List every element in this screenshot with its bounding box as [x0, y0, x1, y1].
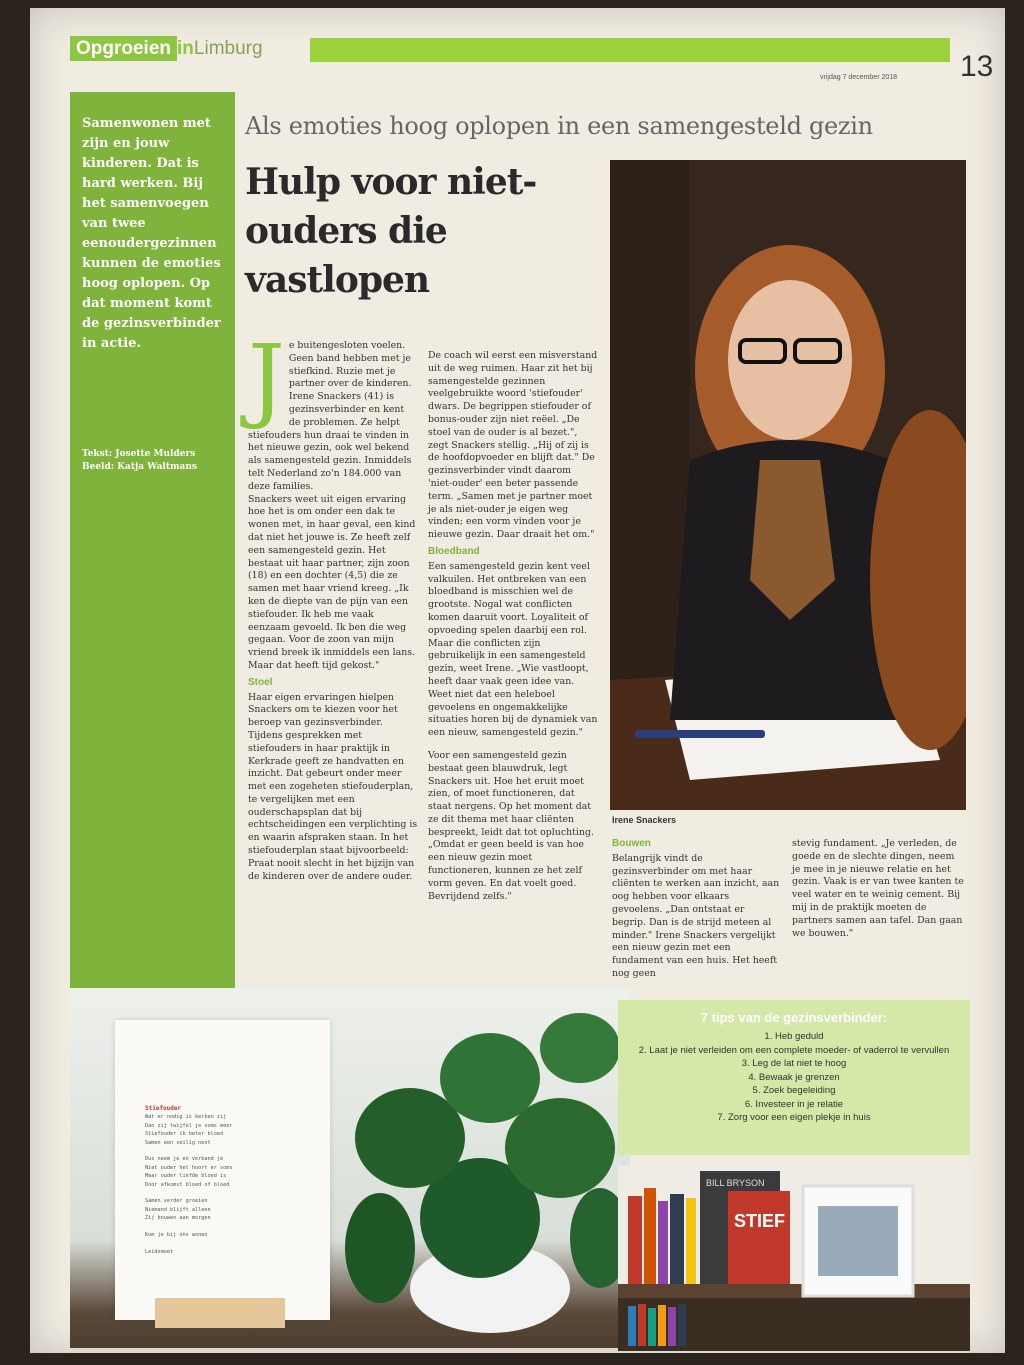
tip-item: 3. Leg de lat niet te hoog [741, 1058, 847, 1069]
poem-line: Maar ouder liefde bloed is [145, 1173, 227, 1180]
tip-item: 6. Investeer in je relatie [744, 1098, 844, 1110]
issue-date: vrijdag 7 december 2018 [820, 74, 898, 81]
tips-list [638, 1030, 950, 1125]
poem-line: Door afkomst bloed of bloed [145, 1181, 230, 1188]
poem-text [145, 1105, 315, 1256]
book-author: BILL BRYSON [706, 1178, 765, 1188]
poem-line: Samen verder groeien [145, 1198, 208, 1205]
tips-title: 7 tips van de gezinsverbinder: [700, 1010, 888, 1025]
subhead-bloedband: Bloedband [428, 545, 480, 557]
poem-plant-photo [70, 988, 630, 1348]
col2-paragraph-3: Voor een samengesteld gezin bestaat geen blauwdruk, legt Snackers uit. Hoe het eruit moet zien, of moet functioneren, dat staat nergens. Op het moment dat ze dit thema met haar cliënten bespreekt, leidt dat tot opluchting. „Omdat er geen beeld is van hoe een nieuw gezin moet functioneren, kunnen ze het zelf vorm geven. En dat voelt goed. Bevrijdend zelfs." [428, 749, 594, 902]
poem-line: Wat er nodig is kerken zij [145, 1114, 227, 1121]
poem-line: Niemand blijft alleen [145, 1206, 211, 1213]
col3-paragraph: Belangrijk vindt de gezinsverbinder om met haar cliënten te werken aan inzicht, aan oog hebben voor elkaars gevoelens. „Dan ontstaat er begrip. Dan is de strijd meteen al minder." Irene Snackers vergelijkt een nieuw gezin met een fundament van een huis. Het heeft nog geen [612, 852, 780, 979]
header-bar [310, 38, 950, 62]
poem-line [145, 1223, 315, 1231]
poem-line: Leidsmoet [145, 1248, 174, 1255]
credits [82, 448, 222, 474]
photo-caption: Irene Snackers [612, 815, 677, 825]
column-1 [248, 325, 418, 883]
tip-item: 7. Zorg voor een eigen plekje in huis [717, 1112, 871, 1123]
intro-sidebar [70, 92, 235, 1002]
page-number: 13 [960, 50, 994, 83]
column-3 [612, 834, 780, 981]
portrait-illustration [610, 160, 966, 810]
brand-part-3: Limburg [193, 38, 263, 59]
poem-title: Stiefouder [145, 1105, 182, 1112]
poem-line: Zij bouwen aan morgen [145, 1215, 211, 1222]
column-2 [428, 350, 598, 903]
newspaper-page [30, 8, 1005, 1353]
column-4 [792, 838, 964, 940]
card-stand [155, 1298, 285, 1328]
article-kicker: Als emoties hoog oplopen in een samengesteld gezin [245, 112, 873, 140]
section-brand [70, 34, 300, 64]
poem-line [145, 1147, 315, 1155]
portrait-photo [610, 160, 966, 810]
tip-item: 4. Bewaak je grenzen [748, 1071, 840, 1083]
subhead-stoel: Stoel [248, 676, 273, 688]
brand-part-2: in [177, 38, 194, 59]
poem-line: Samen een veilig nest [145, 1139, 211, 1146]
col1-paragraph-2: Snackers weet uit eigen ervaring hoe het is om onder een dak te wonen met, in haar geval, een kind dat niet het jouwe is. Ze heeft zelf een samengesteld gezin. Het bestaat uit haar partner, zijn zoon (18) en een dochter (4,5) die ze samen met haar vriend kreeg. „Ik ken de diepte van de pijn van een stiefouder. Ik heb me vaak eenzaam gevoeld. Ik ben die weg gegaan. Voor de zoon van mijn vriend breek ik inmiddels een lans. Maar dat heeft tijd gekost." [248, 493, 416, 671]
poem-line: Stiefouder ik beter bloed [145, 1131, 224, 1138]
poem-line: Niet ouder het hoort er soms [145, 1164, 233, 1171]
poem-card [115, 1020, 330, 1320]
poem-line: Kom je bij ons wonen [145, 1232, 208, 1239]
poem-line [145, 1240, 315, 1248]
brand-part-1: Opgroeien [70, 36, 177, 61]
poem-line: Dan zij twijfel je soms meer [145, 1122, 233, 1129]
bookshelf-photo [618, 1166, 970, 1351]
poem-line: Dus neem je en verband je [145, 1156, 224, 1163]
credit-text: Tekst: Josette Mulders [82, 449, 196, 459]
col1-paragraph-1: e buitengesloten voelen. Geen band hebben met je stiefkind. Ruzie met je partner over de kinderen. Irene Snackers (41) is gezinsverbinder en kent de problemen. Ze helpt stiefouders hun draai te vinden in het nieuwe gezin, ook wel bekend als samengesteld gezin. Inmiddels telt Nederland zo'n 184.000 van deze families. [248, 340, 412, 492]
credit-photo: Beeld: Katja Waltmans [82, 462, 197, 472]
col2-paragraph-2: Een samengesteld gezin kent veel valkuilen. Het ontbreken van een bloedband is misschien wel de grootste. Nogal wat conflicten komen daaruit voort. Loyaliteit of opvoeding spelen daarbij een rol. Maar die conflicten zijn gebruikelijk in een samengesteld gezin, weet Irene. „Wie vastloopt, heeft daar vaak geen idee van. Weet niet dat een heleboel gevoelens en ongemakkelijke situaties horen bij de dynamiek van een nieuw, samengesteld gezin." [428, 560, 598, 739]
tip-item: 5. Zoek begeleiding [752, 1085, 836, 1096]
plant-icon [340, 988, 630, 1348]
col2-paragraph-1: De coach wil eerst een misverstand uit de weg ruimen. Haar zit het bij samengestelde gezinnen veelgebruikte woord 'stiefouder' dwars. De begrippen stiefouder of bonus-ouder zijn niet reëel. „De stoel van de ouder is al bezet.", zegt Snackers stellig. „Hij of zij is de hoofdopvoeder en blijft dat." De gezinsverbinder vindt daarom 'niet-ouder' een beter passende term. „Samen met je partner moet je als niet-ouder je eigen weg vinden; een vorm vinden voor je nieuwe gezin. Daar draait het om." [428, 350, 598, 541]
tip-item: 1. Heb geduld [764, 1031, 824, 1042]
col1-paragraph-3: Haar eigen ervaringen hielpen Snackers om te kiezen voor het beroep van gezinsverbinder. Tijdens gesprekken met stiefouders in haar praktijk in Kerkrade geeft ze handvatten en inzicht. Dat gebeurt onder meer met een zogeheten stiefouderplan, te vergelijken met een ouderschapsplan dat bij echtscheidingen een verplichting is en waarin afspraken staan. In het stiefouderplan staat bijvoorbeeld: Praat nooit slecht in het bijzijn van de kinderen over de andere ouder. [248, 691, 418, 882]
article-headline: Hulp voor niet-ouders die vastlopen [245, 161, 537, 301]
tip-item: 2. Laat je niet verleiden om een complete moeder- of vaderrol te vervullen [638, 1044, 950, 1056]
col4-paragraph: stevig fundament. „Je verleden, de goede en de slechte dingen, neem je mee in je nieuwe relatie en het gezin. Vaak is er van twee kanten te veel water en te weinig cement. Bij mij in de praktijk moeten de partners samen aan tafel. Dan gaan we bouwen." [792, 838, 964, 939]
book-stief: STIEF [734, 1211, 786, 1231]
bookshelf-illustration [618, 1166, 970, 1351]
poem-line [145, 1189, 315, 1197]
subhead-bouwen: Bouwen [612, 838, 651, 849]
drop-cap: J [248, 325, 285, 432]
tips-box [618, 1000, 970, 1155]
intro-text: Samenwonen met zijn en jouw kinderen. Dat is hard werken. Bij het samenvoegen van twee eenoudergezinnen kunnen de emoties hoog oplopen. Op dat moment komt de gezinsverbinder in actie. [82, 116, 221, 351]
